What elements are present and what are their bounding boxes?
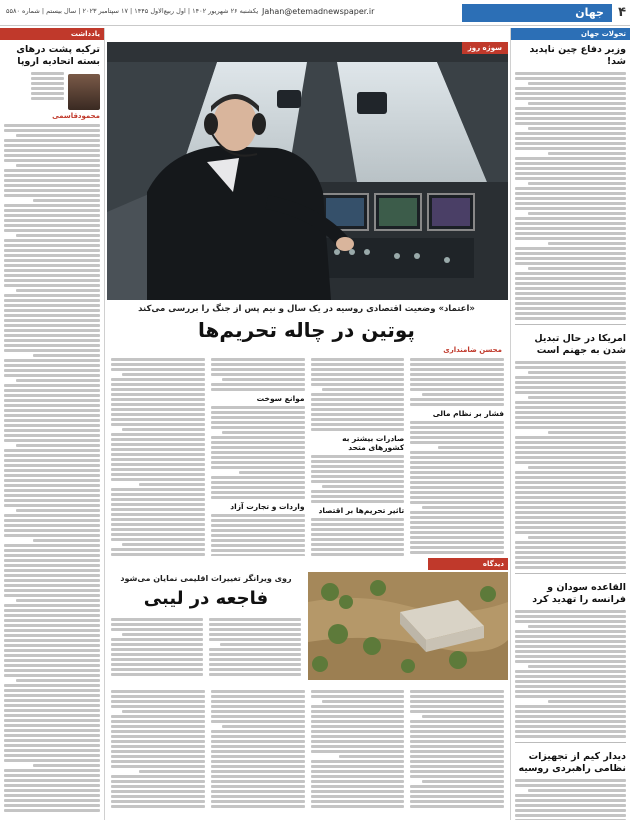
feature-byline: محسن ضامنداری xyxy=(443,346,502,354)
cockpit-photo-illustration xyxy=(107,42,508,300)
body-column xyxy=(410,356,504,556)
feature-subhead: موانع سوخت xyxy=(256,394,305,403)
flooded-city-illustration xyxy=(308,572,508,680)
story-body-lines xyxy=(511,70,630,320)
bottom-section-label-wrap xyxy=(428,558,508,570)
body-column xyxy=(410,688,504,818)
feature-subhead: واردات و تجارت آزاد xyxy=(230,502,305,511)
sidebar-label: تحولات جهان xyxy=(511,28,630,40)
sidebar-label: یادداشت xyxy=(0,28,104,40)
feature-photo xyxy=(107,42,508,300)
body-column xyxy=(311,688,405,818)
page-header xyxy=(0,0,630,26)
story-headline: القاعده سودان و فرانسه را تهدید کرد xyxy=(532,582,626,605)
story-headline: وزیر دفاع چین ناپدید شد! xyxy=(529,44,626,67)
body-column xyxy=(211,688,305,818)
body-column xyxy=(311,356,405,556)
feature-subhead: فشار بر نظام مالی xyxy=(432,409,504,418)
opinion-body-lines xyxy=(0,122,104,812)
story-body-lines xyxy=(511,608,630,738)
body-column xyxy=(211,356,305,556)
issue-date-line: یکشنبه ۲۶ شهریور ۱۴۰۲ | اول ربیع‌الاول ۱۴۴۵ | ۱۷ سپتامبر ۲۰۲۳ | سال بیستم | شماره ۵۵۸۰ xyxy=(6,7,259,15)
sidebar-opinion xyxy=(0,28,105,820)
main-feature xyxy=(107,28,508,820)
story-headline: امریکا در حال تبدیل شدن به جهنم است xyxy=(534,333,626,356)
feature-kicker: «اعتماد» وضعیت اقتصادی روسیه در یک سال و نیم پس از جنگ را بررسی می‌کند xyxy=(138,304,475,314)
bottom-kicker: روی ویرانگر تغییرات اقلیمی نمایان می‌شود xyxy=(120,574,292,583)
section-title: جهان xyxy=(462,4,612,22)
page-number: ۴ xyxy=(618,5,626,20)
opinion-headline: ترکیه پشت درهای بسته اتحادیه اروپا xyxy=(16,44,100,67)
photo-section-label: سوژه روز xyxy=(462,42,508,54)
bottom-body-columns xyxy=(107,688,508,818)
sidebar-world-news xyxy=(510,28,630,820)
body-column xyxy=(111,356,205,556)
story-body-lines xyxy=(511,359,630,569)
feature-subhead: تاثیر تحریم‌ها بر اقتصاد xyxy=(318,506,405,515)
feature-body-columns xyxy=(107,356,508,556)
author-name: محمودقاسمی xyxy=(52,112,100,120)
author-photo xyxy=(68,74,100,110)
feature-subhead: صادرات بیشتر به کشورهای متحد xyxy=(342,434,405,452)
story-headline: دیدار کیم از تجهیزات نظامی راهبردی روسیه xyxy=(518,751,626,774)
opinion-intro-lines xyxy=(0,70,68,110)
body-column xyxy=(111,616,203,682)
body-column xyxy=(111,688,205,818)
story-body-lines xyxy=(511,777,630,820)
flood-photo xyxy=(308,572,508,680)
feature-title: پوتین در چاله تحریم‌ها xyxy=(198,318,415,342)
bottom-title: فاجعه در لیبی xyxy=(143,588,269,609)
bottom-body-columns-top xyxy=(107,616,305,682)
section-email[interactable]: Jahan@etemadnewspaper.ir xyxy=(262,7,375,16)
bottom-section-label: دیدگاه xyxy=(428,558,508,570)
body-column xyxy=(209,616,301,682)
